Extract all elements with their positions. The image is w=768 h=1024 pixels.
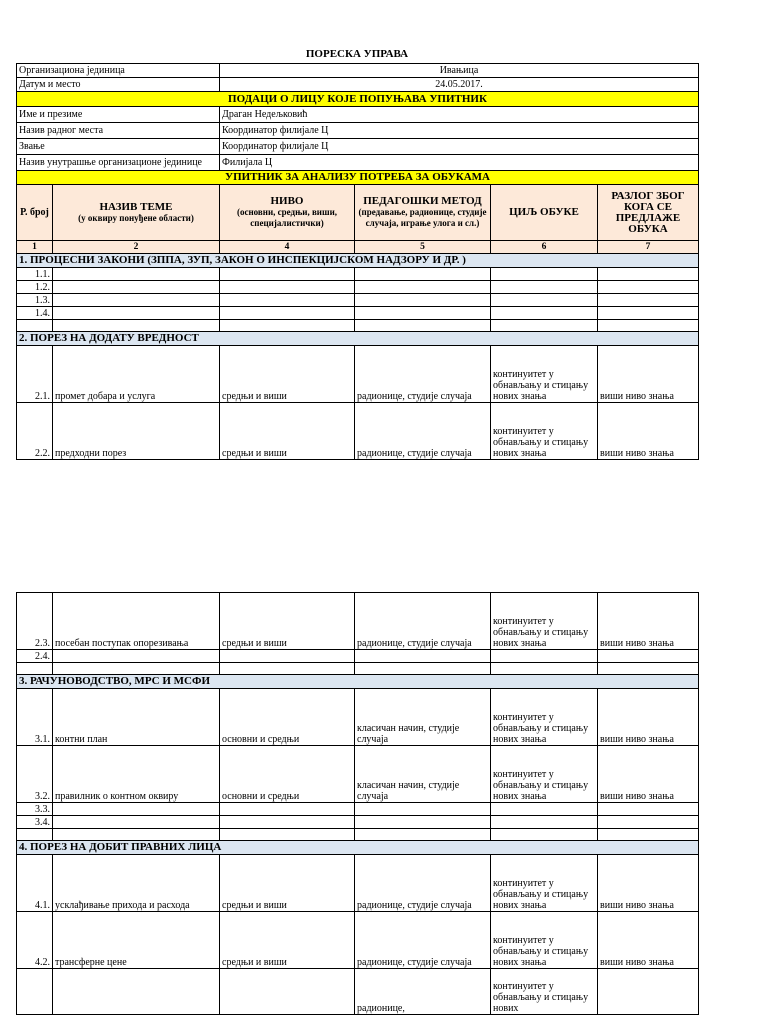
questionnaire-table-page1 (16, 63, 699, 460)
section-title: 1. ПРОЦЕСНИ ЗАКОНИ (ЗППА, ЗУП, ЗАКОН О ИНСПЕКЦИЈСКОМ НАДЗОРУ И ДР. ) (17, 254, 699, 268)
row-reason: виши ниво знања (598, 346, 699, 403)
info-row (17, 78, 699, 92)
table-row (17, 689, 699, 746)
row-number: 2.4. (17, 650, 53, 663)
person-value: Координатор филијале Ц (220, 139, 699, 155)
row-number: 3.2. (17, 746, 53, 803)
row-number (17, 969, 53, 1015)
col-header-level-sub: (основни, средњи, виши, специјалистички) (236, 207, 338, 228)
person-label: Име и презиме (17, 107, 220, 123)
row-number: 3.1. (17, 689, 53, 746)
row-reason: виши ниво знања (598, 689, 699, 746)
info-row (17, 64, 699, 78)
row-method: радионице, студије случаја (355, 593, 491, 650)
row-topic: контни план (53, 689, 220, 746)
row-goal: континуитет у обнављању и стицању нових знања (491, 593, 598, 650)
row-number: 1.2. (17, 281, 53, 294)
row-goal: континуитет у обнављању и стицању нових знања (491, 346, 598, 403)
col-number: 6 (491, 241, 598, 254)
questionnaire-header: УПИТНИК ЗА АНАЛИЗУ ПОТРЕБА ЗА ОБУКАМА (17, 171, 699, 185)
person-label: Звање (17, 139, 220, 155)
person-value: Драган Недељковић (220, 107, 699, 123)
col-header-reason: РАЗЛОГ ЗБОГ КОГА СЕ ПРЕДЛАЖЕ ОБУКА (598, 185, 699, 241)
section-title: 3. РАЧУНОВОДСТВО, МРС И МСФИ (17, 675, 699, 689)
column-number-row (17, 241, 699, 254)
table-row (17, 912, 699, 969)
person-label: Назив радног места (17, 123, 220, 139)
col-number: 2 (53, 241, 220, 254)
row-number: 2.3. (17, 593, 53, 650)
column-header-row (17, 185, 699, 241)
table-row-empty (17, 663, 699, 675)
row-level: основни и средњи (220, 689, 355, 746)
col-header-topic-title: НАЗИВ ТЕМЕ (99, 200, 173, 213)
row-level: средњи и виши (220, 593, 355, 650)
row-reason: виши ниво знања (598, 855, 699, 912)
row-goal: континуитет у обнављању и стицању нових знања (491, 912, 598, 969)
table-row-empty (17, 829, 699, 841)
row-method: радионице, (355, 969, 491, 1015)
row-reason: виши ниво знања (598, 403, 699, 460)
row-goal: континуитет у обнављању и стицању нових знања (491, 689, 598, 746)
col-header-no: Р. број (17, 185, 53, 241)
row-goal: континуитет у обнављању и стицању нових знања (491, 403, 598, 460)
person-label: Назив унутрашње организационе јединице (17, 155, 220, 171)
table-row (17, 746, 699, 803)
row-goal: континуитет у обнављању и стицању нових (491, 969, 598, 1015)
row-goal: континуитет у обнављању и стицању нових знања (491, 746, 598, 803)
row-topic (53, 969, 220, 1015)
col-header-level-title: НИВО (270, 195, 304, 207)
row-method: радионице, студије случаја (355, 403, 491, 460)
row-reason: виши ниво знања (598, 593, 699, 650)
person-row (17, 123, 699, 139)
row-number: 2.2. (17, 403, 53, 460)
row-number: 2.1. (17, 346, 53, 403)
row-goal: континуитет у обнављању и стицању нових знања (491, 855, 598, 912)
page-title: ПОРЕСКА УПРАВА (305, 48, 409, 60)
table-row (17, 403, 699, 460)
row-number: 1.4. (17, 307, 53, 320)
row-topic: промет добара и услуга (53, 346, 220, 403)
col-header-method (355, 185, 491, 241)
row-level: средњи и виши (220, 912, 355, 969)
col-header-goal: ЦИЉ ОБУКЕ (491, 185, 598, 241)
table-row (17, 855, 699, 912)
table-row (17, 346, 699, 403)
person-header: ПОДАЦИ О ЛИЦУ КОЈЕ ПОПУЊАВА УПИТНИК (17, 92, 699, 107)
table-row (17, 294, 699, 307)
col-header-topic (53, 185, 220, 241)
row-topic: предходни порез (53, 403, 220, 460)
table-row-partial (17, 969, 699, 1015)
row-number: 1.1. (17, 268, 53, 281)
person-row (17, 107, 699, 123)
row-reason (598, 969, 699, 1015)
col-number: 7 (598, 241, 699, 254)
col-header-topic-sub: (у оквиру понуђене области) (78, 212, 194, 223)
row-number: 4.2. (17, 912, 53, 969)
col-number: 4 (220, 241, 355, 254)
row-number: 3.4. (17, 816, 53, 829)
person-value: Филијала Ц (220, 155, 699, 171)
row-level: средњи и виши (220, 403, 355, 460)
row-number: 1.3. (17, 294, 53, 307)
row-number: 3.3. (17, 803, 53, 816)
section-title: 4. ПОРЕЗ НА ДОБИТ ПРАВНИХ ЛИЦА (17, 841, 699, 855)
table-row (17, 803, 699, 816)
table-row (17, 281, 699, 294)
row-topic: усклађивање прихода и расхода (53, 855, 220, 912)
row-level: основни и средњи (220, 746, 355, 803)
row-topic: посебан поступак опорезивања (53, 593, 220, 650)
table-row (17, 650, 699, 663)
row-level: средњи и виши (220, 346, 355, 403)
row-method: радионице, студије случаја (355, 855, 491, 912)
row-number: 4.1. (17, 855, 53, 912)
questionnaire-table-page2 (16, 592, 699, 1015)
col-header-method-title: ПЕДАГОШКИ МЕТОД (363, 195, 482, 207)
person-row (17, 139, 699, 155)
row-topic: трансферне цене (53, 912, 220, 969)
table-row (17, 816, 699, 829)
row-topic: правилник о контном оквиру (53, 746, 220, 803)
row-method: класичан начин, студије случаја (355, 689, 491, 746)
person-value: Координатор филијале Ц (220, 123, 699, 139)
table-row (17, 307, 699, 320)
table-row-empty (17, 320, 699, 332)
table-row (17, 593, 699, 650)
col-header-level (220, 185, 355, 241)
row-method: класичан начин, студије случаја (355, 746, 491, 803)
info-label: Организациона јединица (17, 64, 220, 78)
info-value: Ивањица (220, 64, 699, 78)
row-level (220, 969, 355, 1015)
section-title: 2. ПОРЕЗ НА ДОДАТУ ВРЕДНОСТ (17, 332, 699, 346)
row-reason: виши ниво знања (598, 912, 699, 969)
table-row (17, 268, 699, 281)
col-number: 1 (17, 241, 53, 254)
info-value: 24.05.2017. (220, 78, 699, 92)
row-method: радионице, студије случаја (355, 912, 491, 969)
row-level: средњи и виши (220, 855, 355, 912)
row-reason: виши ниво знања (598, 746, 699, 803)
info-label: Датум и место (17, 78, 220, 92)
row-method: радионице, студије случаја (355, 346, 491, 403)
person-row (17, 155, 699, 171)
col-number: 5 (355, 241, 491, 254)
col-header-method-sub: (предавање, радионице, студије случаја, играње улога и сл.) (358, 207, 487, 228)
